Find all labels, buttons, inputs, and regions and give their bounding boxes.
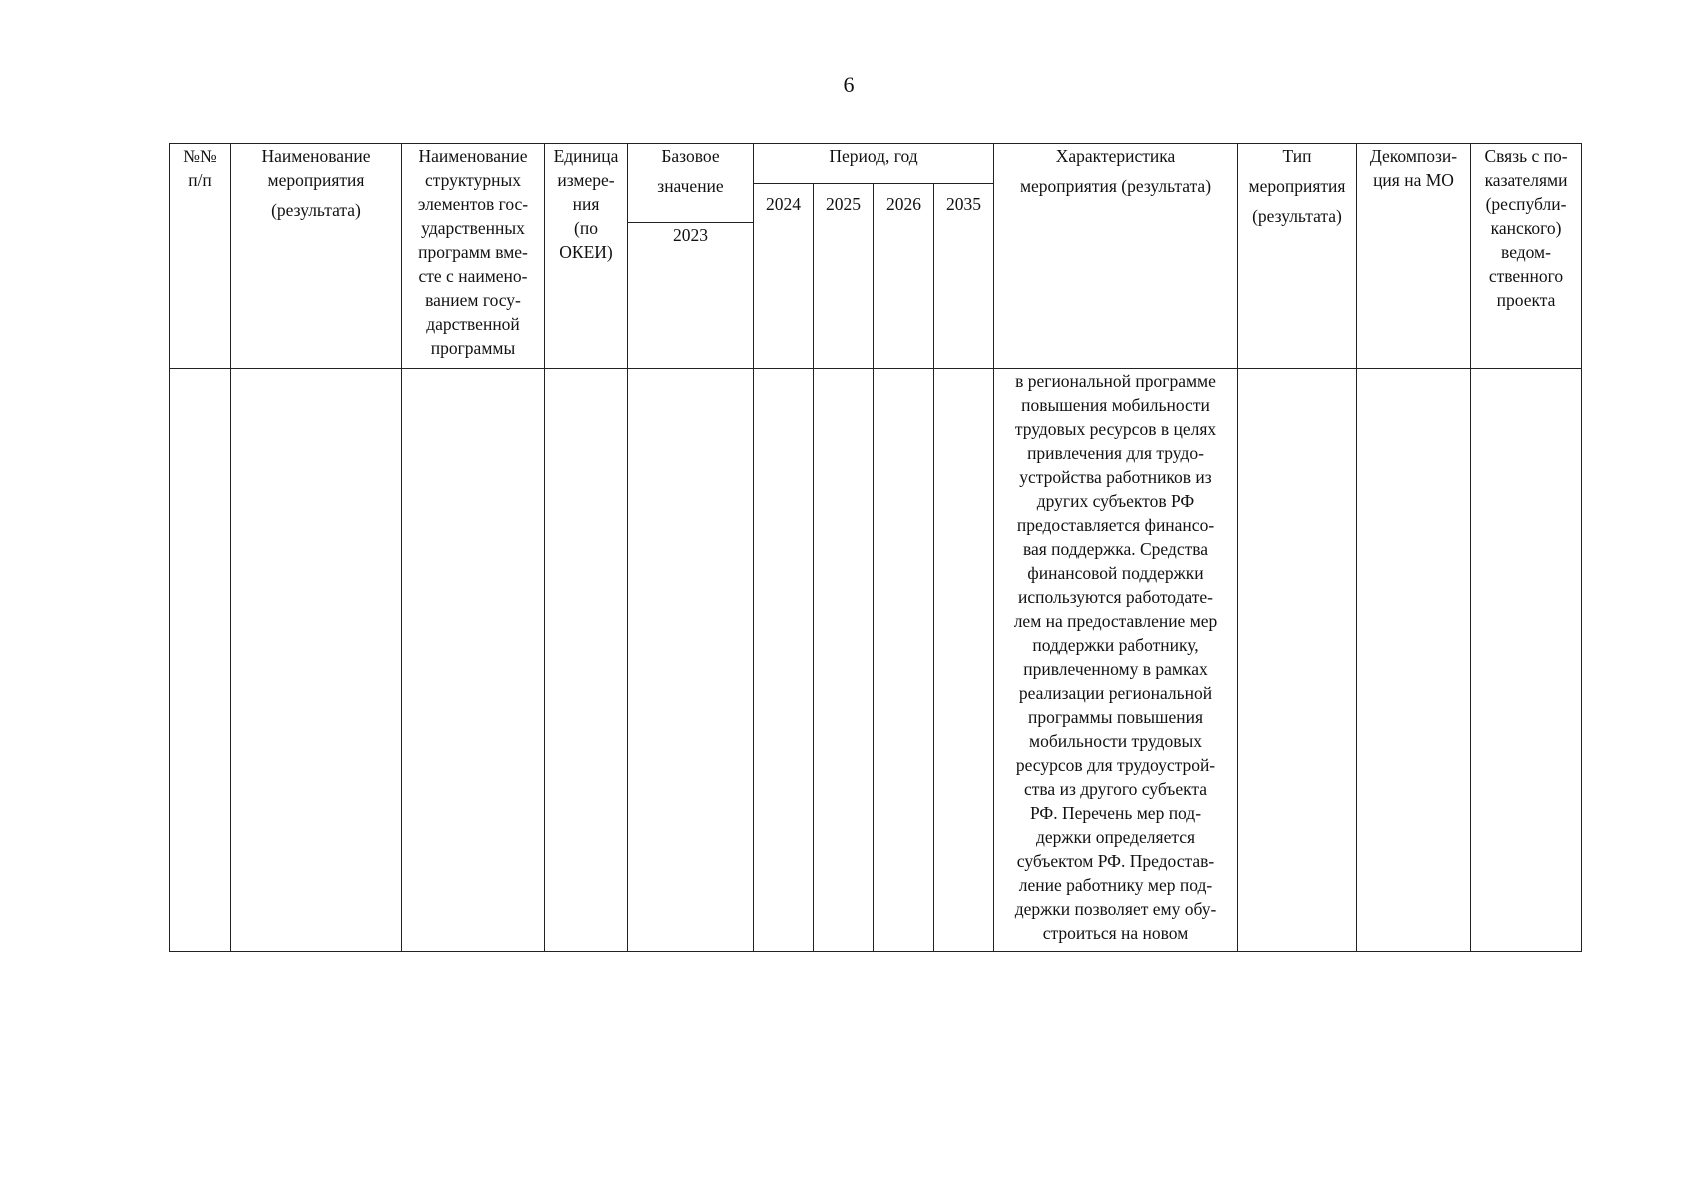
header-year-2025: 2025 — [814, 184, 874, 369]
cell-year-2025 — [814, 369, 874, 952]
measures-table — [169, 143, 1582, 952]
cell-structural-elements — [402, 369, 545, 952]
header-measure-type: Тип мероприятия (результата) — [1238, 144, 1357, 369]
cell-unit — [545, 369, 628, 952]
cell-base-value — [628, 369, 754, 952]
header-period: Период, год — [754, 144, 994, 184]
header-year-2024: 2024 — [754, 184, 814, 369]
header-num: №№ п/п — [170, 144, 231, 369]
cell-year-2024 — [754, 369, 814, 952]
header-measure-name: Наименование мероприятия (результата) — [231, 144, 402, 369]
header-year-2035: 2035 — [934, 184, 994, 369]
cell-measure-type — [1238, 369, 1357, 952]
header-decomposition: Декомпози- ция на МО — [1357, 144, 1471, 369]
header-unit: Единица измере- ния (по ОКЕИ) — [545, 144, 628, 369]
cell-link-indicators — [1471, 369, 1582, 952]
header-base-value: Базовое значение — [628, 144, 754, 223]
cell-characteristic: в региональной программе повышения мобильности трудовых ресурсов в целях привлечения для трудо- устройства работников из других субъектов РФ предоставляется финансо- вая поддержка. Средства финансовой поддержки используются работодате- лем на предоставление мер поддержки работнику, привлеченному в рамках реализации региональной программы повышения мобильности трудовых ресурсов для трудоустрой- ства из другого субъекта РФ. Перечень мер под- держки определяется субъектом РФ. Предостав- ление работнику мер под- держки позволяет ему обу- строиться на новом — [994, 369, 1238, 952]
cell-year-2026 — [874, 369, 934, 952]
header-characteristic: Характеристика мероприятия (результата) — [994, 144, 1238, 369]
header-structural-elements: Наименование структурных элементов гос- ударственных программ вме- сте с наимено- ванием госу- дарственной программы — [402, 144, 545, 369]
cell-year-2035 — [934, 369, 994, 952]
header-link-indicators: Связь с по- казателями (республи- канского) ведом- ственного проекта — [1471, 144, 1582, 369]
cell-decomposition — [1357, 369, 1471, 952]
header-year-2026: 2026 — [874, 184, 934, 369]
header-base-year: 2023 — [628, 223, 754, 369]
cell-measure-name — [231, 369, 402, 952]
page-number: 6 — [843, 72, 855, 97]
cell-num — [170, 369, 231, 952]
